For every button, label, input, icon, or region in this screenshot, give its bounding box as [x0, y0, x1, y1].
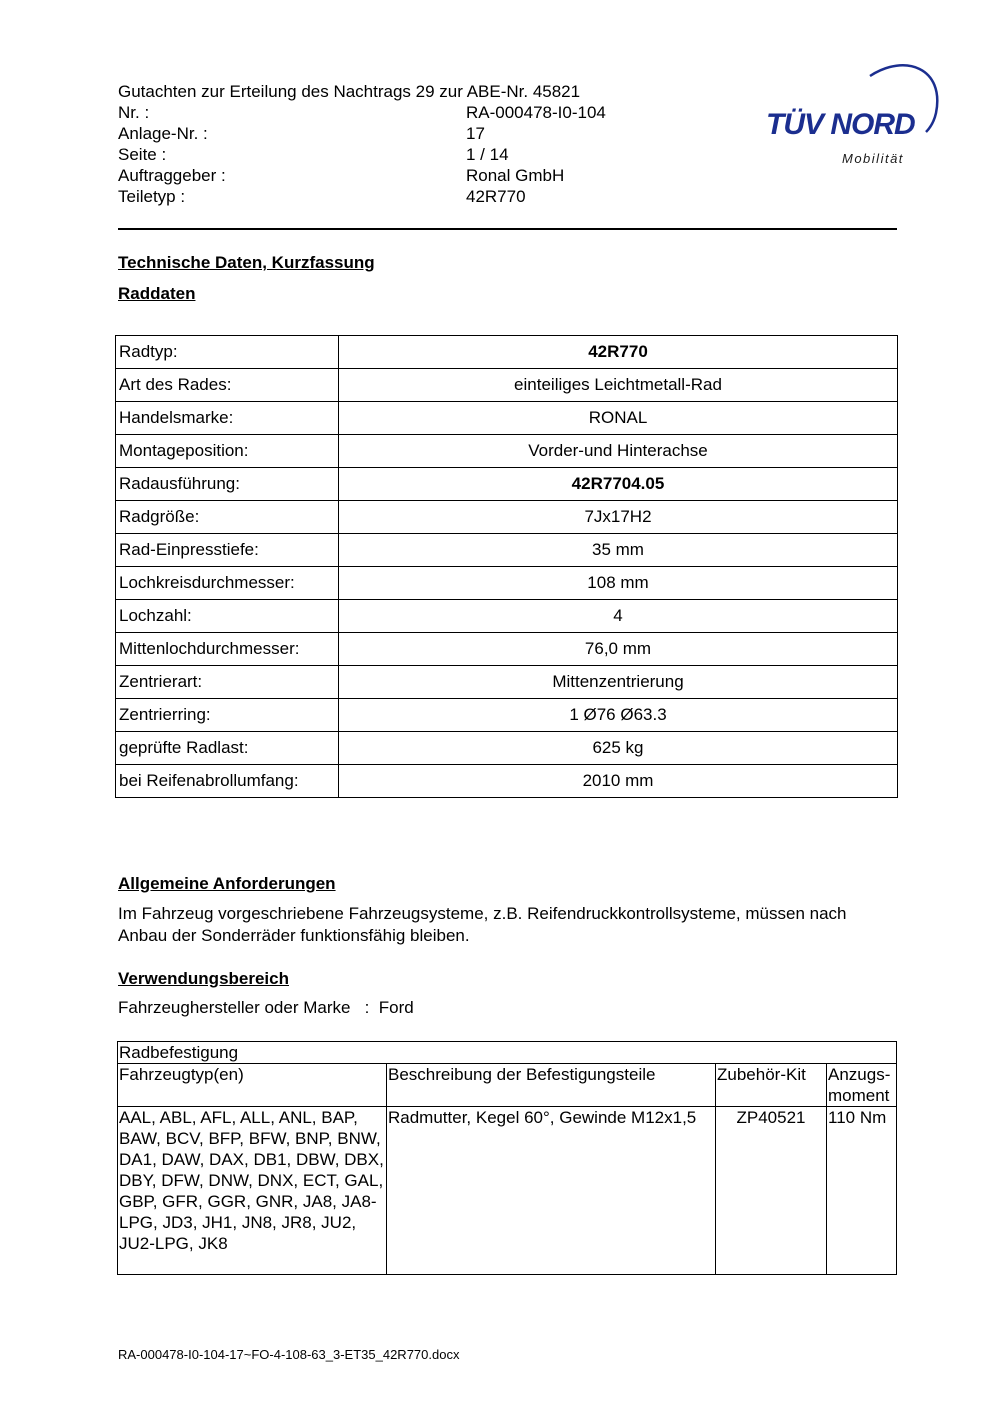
torque-cell: 110 Nm	[827, 1107, 897, 1275]
table-row	[116, 567, 898, 600]
description-cell: Radmutter, Kegel 60°, Gewinde M12x1,5	[387, 1107, 716, 1275]
row-value: 7Jx17H2	[339, 501, 898, 534]
table-row	[116, 435, 898, 468]
header-label: Seite :	[118, 145, 167, 164]
header-label: Auftraggeber :	[118, 166, 226, 185]
row-label: Radtyp:	[116, 336, 339, 369]
row-value: 4	[339, 600, 898, 633]
logo-wordmark: TÜV NORD	[766, 108, 915, 141]
column-header: Beschreibung der Befestigungsteile	[387, 1064, 716, 1107]
row-label: Montageposition:	[116, 435, 339, 468]
vehicle-types-cell: AAL, ABL, AFL, ALL, ANL, BAP, BAW, BCV, BFP, BFW, BNP, BNW, DA1, DAW, DAX, DB1, DBW, DBX, DBY, DFW, DNW, DNX, ECT, GAL, GBP, GFR, GGR, GNR, JA8, JA8-LPG, JD3, JH1, JN8, JR8, JU2, JU2-LPG, JK8	[118, 1107, 387, 1275]
row-label: Rad-Einpresstiefe:	[116, 534, 339, 567]
allgemein-paragraph: Im Fahrzeug vorgeschriebene Fahrzeugsysteme, z.B. Reifendruckkontrollsysteme, müssen nach Anbau der Sonderräder funktionsfähig bleiben.	[118, 904, 847, 945]
header-value: 42R770	[466, 187, 526, 206]
header-value: Ronal GmbH	[466, 166, 565, 185]
header-row-seite	[118, 144, 509, 165]
row-value: RONAL	[339, 402, 898, 435]
header-value: 17	[466, 124, 485, 143]
row-label: Radausführung:	[116, 468, 339, 501]
header-row-nr	[118, 102, 606, 123]
row-value: 2010 mm	[339, 765, 898, 798]
raddaten-table	[115, 335, 898, 798]
table-row	[116, 633, 898, 666]
table-row	[116, 534, 898, 567]
column-header: Fahrzeugtyp(en)	[118, 1064, 387, 1107]
footer-filename: RA-000478-I0-104-17~FO-4-108-63_3-ET35_42R770.docx	[118, 1347, 460, 1362]
section-heading-verwendung: Verwendungsbereich	[118, 969, 289, 988]
header-row-anlage	[118, 123, 485, 144]
row-label: Handelsmarke:	[116, 402, 339, 435]
row-value: einteiliges Leichtmetall-Rad	[339, 369, 898, 402]
header-value: 1 / 14	[466, 145, 509, 164]
section-heading-raddaten: Raddaten	[118, 284, 196, 303]
header-divider	[118, 228, 897, 230]
table-row	[116, 402, 898, 435]
header-label: Nr. :	[118, 103, 150, 122]
row-label: bei Reifenabrollumfang:	[116, 765, 339, 798]
header-label: Anlage-Nr. :	[118, 124, 208, 143]
section-heading-allgemein: Allgemeine Anforderungen	[118, 874, 336, 893]
row-value: 35 mm	[339, 534, 898, 567]
table-row	[116, 468, 898, 501]
row-value: 625 kg	[339, 732, 898, 765]
section-heading-tech: Technische Daten, Kurzfassung	[118, 253, 375, 272]
column-header: Zubehör-Kit	[716, 1064, 827, 1107]
row-value: 42R7704.05	[339, 468, 898, 501]
row-value: Mittenzentrierung	[339, 666, 898, 699]
manufacturer-line: Fahrzeughersteller oder Marke : Ford	[118, 998, 414, 1017]
row-value: 76,0 mm	[339, 633, 898, 666]
radbefestigung-table	[117, 1041, 897, 1275]
table-row	[116, 501, 898, 534]
row-label: Mittenlochdurchmesser:	[116, 633, 339, 666]
tuv-nord-logo	[760, 58, 945, 173]
row-label: Zentrierring:	[116, 699, 339, 732]
header-label: Teiletyp :	[118, 187, 186, 206]
row-value: 1 Ø76 Ø63.3	[339, 699, 898, 732]
row-value: Vorder-und Hinterachse	[339, 435, 898, 468]
logo-subtitle: Mobilität	[842, 151, 904, 166]
table-row	[116, 699, 898, 732]
row-value: 42R770	[339, 336, 898, 369]
row-value: 108 mm	[339, 567, 898, 600]
table-caption: Radbefestigung	[118, 1042, 897, 1064]
table-row	[116, 732, 898, 765]
table-row	[116, 600, 898, 633]
table-row	[116, 369, 898, 402]
table-row	[116, 765, 898, 798]
table-row	[116, 666, 898, 699]
header-value: RA-000478-I0-104	[466, 103, 606, 122]
row-label: Lochzahl:	[116, 600, 339, 633]
document-title: Gutachten zur Erteilung des Nachtrags 29 zur ABE-Nr. 45821	[118, 82, 581, 101]
row-label: Radgröße:	[116, 501, 339, 534]
header-row-teiletyp	[118, 186, 526, 207]
row-label: Lochkreisdurchmesser:	[116, 567, 339, 600]
row-label: Zentrierart:	[116, 666, 339, 699]
row-label: Art des Rades:	[116, 369, 339, 402]
kit-cell: ZP40521	[716, 1107, 827, 1275]
header-row-auftraggeber	[118, 165, 565, 186]
table-row	[116, 336, 898, 369]
column-header: Anzugs-moment	[827, 1064, 897, 1107]
row-label: geprüfte Radlast:	[116, 732, 339, 765]
